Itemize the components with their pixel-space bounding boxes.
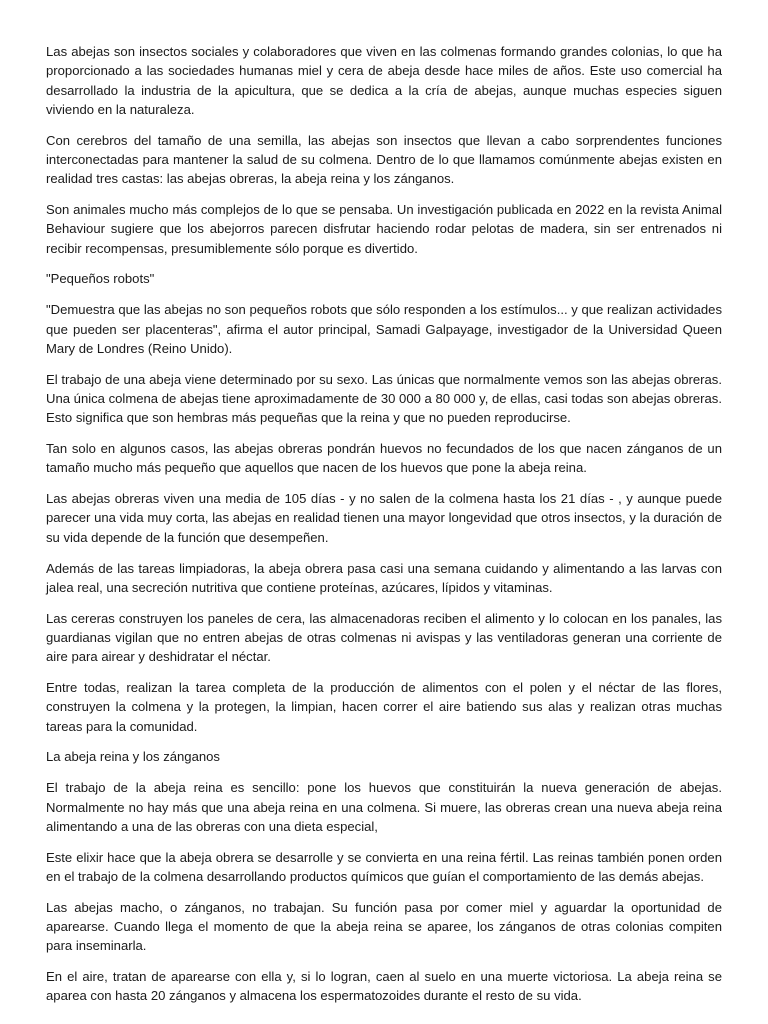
paragraph-queen-work: El trabajo de la abeja reina es sencillo: pone los huevos que constituirán la nueva generación de abejas. Normalmente no hay más que una abeja reina en una colmena. Si muere, las obreras crean una nueva abeja reina alimentando a una de las obreras con una dieta especial, <box>46 780 722 834</box>
paragraph-tasks: Entre todas, realizan la tarea completa de la producción de alimentos con el polen y el néctar de las flores, construyen la colmena y la protegen, la limpian, hacen correr el aire batiendo sus alas y realizan otras muchas tareas para la comunidad. <box>46 680 722 734</box>
paragraph-royal-jelly: Además de las tareas limpiadoras, la abeja obrera pasa casi una semana cuidando y alimentando a las larvas con jalea real, una secreción nutritiva que contiene proteínas, azúcares, lípidos y vitaminas. <box>46 560 722 595</box>
paragraph-quote: "Demuestra que las abejas no son pequeños robots que sólo responden a los estímulos... y que realizan actividades que pueden ser placenteras", afirma el autor principal, Samadi Galpayage, investigador de la Universidad Queen Mary de Londres (Reino Unido). <box>46 302 722 356</box>
paragraph-mating: En el aire, tratan de aparearse con ella y, si lo logran, caen al suelo en una muerte victoriosa. La abeja reina se aparea con hasta 20 zánganos y almacena los espermatozoides durante el resto de su vida. <box>46 969 722 1004</box>
paragraph-roles: Las cereras construyen los paneles de cera, las almacenadoras reciben el alimento y lo colocan en los panales, las guardianas vigilan que no entren abejas de otras colmenas ni avispas y las ventiladoras generan una corriente de aire para airear y deshidratar el néctar. <box>46 610 722 665</box>
document-page <box>46 42 722 1017</box>
paragraph-elixir: Este elixir hace que la abeja obrera se desarrolle y se convierta en una reina fértil. Las reinas también ponen orden en el trabajo de la colmena desarrollando productos químicos que guían el comportamiento de las demás abejas. <box>46 849 722 884</box>
paragraph-drones: Las abejas macho, o zánganos, no trabajan. Su función pasa por comer miel y aguardar la oportunidad de aparearse. Cuando llega el momento de que la abeja reina se aparee, los zánganos de otras colonias compiten para inseminarla. <box>46 899 722 954</box>
paragraph-castes: Con cerebros del tamaño de una semilla, las abejas son insectos que llevan a cabo sorprendentes funciones interconectadas para mantener la salud de su colmena. Dentro de lo que llamamos comúnmente abejas existen en realidad tres castas: las abejas obreras, la abeja reina y los zánganos. <box>46 132 722 187</box>
paragraph-worker-sex: El trabajo de una abeja viene determinado por su sexo. Las únicas que normalmente vemos son las abejas obreras. Una única colmena de abejas tiene aproximadamente de 30 000 a 80 000 y, de ellas, casi todas son abejas obreras. Esto significa que son hembras más pequeñas que la reina y que no pueden reproducirse. <box>46 371 722 426</box>
section-heading-robots: "Pequeños robots" <box>46 271 155 287</box>
paragraph-complexity: Son animales mucho más complejos de lo que se pensaba. Un investigación publicada en 2022 en la revista Animal Behaviour sugiere que los abejorros parecen disfrutar haciendo rodar pelotas de madera, sin ser entrenados ni recibir recompensas, presumiblemente sólo porque es divertido. <box>46 202 722 256</box>
paragraph-lifespan: Las abejas obreras viven una media de 105 días - y no salen de la colmena hasta los 21 días - , y aunque puede parecer una vida muy corta, las abejas en realidad tienen una mayor longevidad que otros insectos, y la duración de su vida depende de la función que desempeñen. <box>46 491 722 545</box>
paragraph-intro: Las abejas son insectos sociales y colaboradores que viven en las colmenas formando grandes colonias, lo que ha proporcionado a las sociedades humanas miel y cera de abeja desde hace miles de años. Este uso comercial ha desarrollado la industria de la apicultura, que se dedica a la cría de abejas, aunque muchas especies siguen viviendo en la naturaleza. <box>46 44 722 117</box>
section-heading-queen-drones: La abeja reina y los zánganos <box>46 749 220 765</box>
paragraph-unfertilized-eggs: Tan solo en algunos casos, las abejas obreras pondrán huevos no fecundados de los que nacen zánganos de un tamaño mucho más pequeño que aquellos que nacen de los huevos que pone la abeja reina. <box>46 441 722 476</box>
